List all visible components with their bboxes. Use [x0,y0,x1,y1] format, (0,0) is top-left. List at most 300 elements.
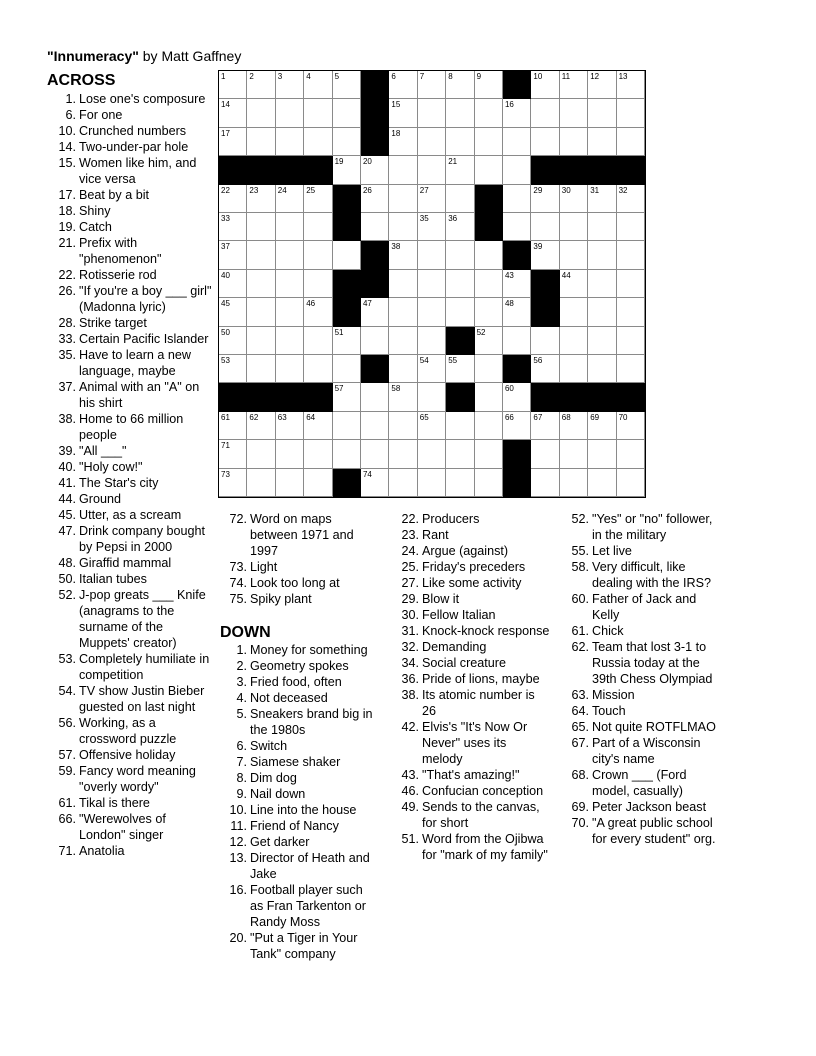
grid-cell[interactable] [560,71,588,99]
grid-cell[interactable] [304,469,332,497]
grid-cell[interactable] [617,355,645,383]
clue-text: Italian tubes [79,572,147,586]
clue-column-1 [47,91,212,859]
grid-cell[interactable] [560,355,588,383]
grid-cell[interactable] [361,327,389,355]
clue [390,719,550,767]
clue [47,811,212,843]
grid-cell[interactable] [617,298,645,326]
cell-number: 34 [334,213,344,223]
grid-cell[interactable] [247,298,275,326]
grid-cell[interactable] [219,469,247,497]
grid-cell[interactable] [503,298,531,326]
grid-cell[interactable] [588,270,616,298]
grid-cell[interactable] [361,156,389,184]
grid-cell[interactable] [219,185,247,213]
clue-text: Catch [79,220,112,234]
clue-text: Friend of Nancy [250,819,339,833]
cell-number: 73 [221,469,230,479]
grid-block [503,440,531,468]
clue-number: 61. [58,796,76,810]
clue [218,770,378,786]
grid-cell[interactable] [389,355,417,383]
clue-text: Knock-knock response [422,624,550,638]
grid-cell[interactable] [617,213,645,241]
clue-text: Rotisserie rod [79,268,157,282]
grid-cell[interactable] [475,270,503,298]
grid-cell[interactable] [304,355,332,383]
grid-cell[interactable] [531,327,559,355]
cell-number: 29 [533,185,543,195]
clue-text: Friday's preceders [422,560,526,574]
grid-cell[interactable] [418,298,446,326]
grid-cell[interactable] [418,383,446,411]
grid-cell[interactable] [503,412,531,440]
grid-cell[interactable] [560,270,588,298]
clue [47,507,212,523]
grid-cell[interactable] [475,71,503,99]
grid-cell[interactable] [475,241,503,269]
grid-cell[interactable] [333,327,361,355]
clue-text: Chick [592,624,624,638]
grid-cell[interactable] [333,156,361,184]
grid-cell[interactable] [560,412,588,440]
grid-cell[interactable] [588,128,616,156]
clue-text: Rant [422,528,449,542]
grid-cell[interactable] [333,412,361,440]
clue [390,767,550,783]
clue-number: 62. [571,640,589,654]
grid-cell[interactable] [389,99,417,127]
grid-cell[interactable] [446,298,474,326]
clue-number: 28. [58,316,76,330]
grid-cell[interactable] [219,270,247,298]
grid-cell[interactable] [617,469,645,497]
grid-cell[interactable] [389,185,417,213]
grid-cell[interactable] [446,71,474,99]
grid-cell[interactable] [418,156,446,184]
clue [47,715,212,747]
grid-cell[interactable] [418,185,446,213]
clue-text: Two-under-par hole [79,140,189,154]
grid-block [560,156,588,184]
grid-cell[interactable] [617,327,645,355]
clue-text: Nail down [250,787,306,801]
clue-text: Women like him, and vice versa [79,156,197,186]
grid-cell[interactable] [276,412,304,440]
grid-cell[interactable] [276,298,304,326]
clue [218,642,378,658]
grid-cell[interactable] [247,270,275,298]
grid-cell[interactable] [560,128,588,156]
grid-cell[interactable] [247,213,275,241]
grid-block [361,71,389,99]
grid-block [475,213,503,241]
grid-cell[interactable] [276,128,304,156]
grid-cell[interactable] [247,469,275,497]
grid-cell[interactable] [475,156,503,184]
grid-cell[interactable] [588,412,616,440]
grid-cell[interactable] [503,213,531,241]
clue-text: Its atomic number is 26 [422,688,535,718]
cell-number: 48 [504,299,514,309]
grid-cell[interactable] [304,128,332,156]
clue-column-4 [560,511,725,847]
grid-cell[interactable] [588,99,616,127]
clue-number: 7. [236,755,247,769]
grid-cell[interactable] [446,355,474,383]
grid-cell[interactable] [304,241,332,269]
grid-cell[interactable] [418,71,446,99]
grid-cell[interactable] [475,298,503,326]
cell-number: 49 [533,299,543,309]
grid-cell[interactable] [389,327,417,355]
grid-cell[interactable] [361,440,389,468]
grid-cell[interactable] [503,128,531,156]
grid-cell[interactable] [276,469,304,497]
grid-cell[interactable] [219,128,247,156]
clue [218,786,378,802]
grid-cell[interactable] [503,156,531,184]
grid-cell[interactable] [503,99,531,127]
clue-text: Like some activity [422,576,522,590]
grid-cell[interactable] [304,185,332,213]
grid-cell[interactable] [276,213,304,241]
grid-cell[interactable] [389,440,417,468]
grid-cell[interactable] [418,440,446,468]
grid-cell[interactable] [389,469,417,497]
grid-cell[interactable] [219,355,247,383]
grid-cell[interactable] [389,156,417,184]
grid-cell[interactable] [588,241,616,269]
grid-cell[interactable] [475,99,503,127]
grid-block [531,298,559,326]
grid-cell[interactable] [588,355,616,383]
grid-cell[interactable] [276,71,304,99]
grid-cell[interactable] [560,440,588,468]
clue-text: The Star's city [79,476,159,490]
grid-cell[interactable] [304,327,332,355]
down-header: DOWN [220,624,271,641]
grid-cell[interactable] [503,327,531,355]
grid-cell[interactable] [475,327,503,355]
clue-text: J-pop greats ___ Knife (anagrams to the surname of the Muppets' creator) [79,588,206,650]
grid-block [304,383,332,411]
grid-cell[interactable] [617,71,645,99]
clue-text: Demanding [422,640,487,654]
grid-cell[interactable] [304,412,332,440]
clue-number: 45. [58,508,76,522]
grid-cell[interactable] [361,298,389,326]
grid-cell[interactable] [276,270,304,298]
grid-cell[interactable] [389,241,417,269]
grid-cell[interactable] [588,213,616,241]
puzzle-title [47,48,241,64]
clue-number: 41. [58,476,76,490]
cell-number: 55 [448,355,458,365]
clue-number: 69. [571,800,589,814]
grid-cell[interactable] [560,213,588,241]
grid-cell[interactable] [475,440,503,468]
grid-block [333,270,361,298]
clue-number: 40. [58,460,76,474]
grid-cell[interactable] [333,355,361,383]
clue-number: 34. [401,656,419,670]
cell-number: 51 [334,327,344,337]
grid-cell[interactable] [588,71,616,99]
cell-number: 33 [221,213,230,223]
clue-text: Beat by a bit [79,188,150,202]
grid-cell[interactable] [531,71,559,99]
grid-cell[interactable] [588,185,616,213]
grid-block [361,355,389,383]
grid-cell[interactable] [531,355,559,383]
grid-cell[interactable] [446,469,474,497]
grid-cell[interactable] [531,412,559,440]
grid-cell[interactable] [247,185,275,213]
clue-text: Money for something [250,643,368,657]
grid-cell[interactable] [389,71,417,99]
grid-cell[interactable] [361,383,389,411]
grid-cell[interactable] [418,469,446,497]
grid-cell[interactable] [276,440,304,468]
grid-cell[interactable] [333,71,361,99]
clue-text: "A great public school for every student" org. [592,816,716,846]
cell-number: 8 [448,72,453,81]
grid-cell[interactable] [588,327,616,355]
grid-cell[interactable] [531,128,559,156]
grid-cell[interactable] [503,383,531,411]
grid-cell[interactable] [560,469,588,497]
grid-cell[interactable] [276,327,304,355]
grid-cell[interactable] [475,412,503,440]
grid-cell[interactable] [389,213,417,241]
grid-cell[interactable] [276,99,304,127]
clue [390,671,550,687]
clue [218,882,378,930]
cell-number: 59 [448,384,458,394]
cell-number: 53 [221,355,230,365]
clue [47,331,212,347]
grid-cell[interactable] [276,241,304,269]
grid-cell[interactable] [389,383,417,411]
grid-cell[interactable] [389,298,417,326]
grid-cell[interactable] [475,355,503,383]
grid-cell[interactable] [560,241,588,269]
grid-cell[interactable] [617,270,645,298]
grid-cell[interactable] [418,327,446,355]
clue-text: Sneakers brand big in the 1980s [250,707,373,737]
cell-number: 43 [504,270,514,280]
grid-cell[interactable] [588,440,616,468]
clue [218,690,378,706]
clue-number: 71. [58,844,76,858]
grid-cell[interactable] [446,213,474,241]
grid-cell[interactable] [531,241,559,269]
grid-cell[interactable] [276,185,304,213]
grid-cell[interactable] [588,469,616,497]
grid-block [276,383,304,411]
grid-cell[interactable] [219,241,247,269]
clue-text: Siamese shaker [250,755,341,769]
clue-number: 15. [58,156,76,170]
grid-cell[interactable] [446,241,474,269]
clue-number: 6. [236,739,247,753]
grid-cell[interactable] [333,99,361,127]
grid-cell[interactable] [389,270,417,298]
grid-cell[interactable] [247,327,275,355]
grid-cell[interactable] [333,128,361,156]
grid-cell[interactable] [446,128,474,156]
grid-cell[interactable] [418,270,446,298]
grid-block [531,270,559,298]
grid-cell[interactable] [247,355,275,383]
clue-text: Mission [592,688,635,702]
grid-cell[interactable] [247,412,275,440]
cell-number: 27 [419,185,429,195]
grid-block [333,185,361,213]
clue [218,658,378,674]
grid-cell[interactable] [389,412,417,440]
clue-number: 75. [229,592,247,606]
clue [218,834,378,850]
grid-cell[interactable] [276,355,304,383]
grid-cell[interactable] [446,270,474,298]
clue-text: Father of Jack and Kelly [592,592,697,622]
grid-cell[interactable] [418,99,446,127]
grid-cell[interactable] [531,99,559,127]
grid-cell[interactable] [531,185,559,213]
clue-text: Blow it [422,592,460,606]
grid-cell[interactable] [247,71,275,99]
grid-cell[interactable] [617,440,645,468]
grid-cell[interactable] [219,99,247,127]
grid-cell[interactable] [560,99,588,127]
cell-number: 68 [561,412,571,422]
clue [47,315,212,331]
grid-cell[interactable] [219,327,247,355]
grid-cell[interactable] [531,469,559,497]
cell-number: 64 [306,412,316,422]
grid-cell[interactable] [617,99,645,127]
grid-cell[interactable] [560,185,588,213]
clue [560,719,725,735]
grid-cell[interactable] [418,412,446,440]
grid-cell[interactable] [219,440,247,468]
cell-number: 56 [533,355,543,365]
grid-cell[interactable] [475,383,503,411]
grid-cell[interactable] [418,355,446,383]
clue-text: Very difficult, like dealing with the IRS? [592,560,712,590]
clue [218,706,378,738]
grid-cell[interactable] [560,298,588,326]
grid-cell[interactable] [219,213,247,241]
grid-cell[interactable] [475,469,503,497]
grid-cell[interactable] [446,156,474,184]
clue-number: 39. [58,444,76,458]
grid-cell[interactable] [418,128,446,156]
clue [47,651,212,683]
clue-number: 72. [229,512,247,526]
grid-cell[interactable] [247,440,275,468]
grid-cell[interactable] [219,71,247,99]
grid-cell[interactable] [446,99,474,127]
grid-cell[interactable] [304,270,332,298]
cell-number: 57 [334,384,344,394]
clue-text: Word from the Ojibwa for "mark of my family" [422,832,548,862]
clue [560,703,725,719]
clue [390,623,550,639]
grid-cell[interactable] [617,128,645,156]
cell-number: 74 [362,469,372,479]
grid-cell[interactable] [418,213,446,241]
grid-cell[interactable] [247,128,275,156]
clue-text: Confucian conception [422,784,544,798]
grid-cell[interactable] [304,71,332,99]
grid-cell[interactable] [475,128,503,156]
clue-number: 1. [65,92,76,106]
clue [47,459,212,475]
grid-cell[interactable] [361,412,389,440]
clue-number: 19. [58,220,76,234]
grid-cell[interactable] [361,213,389,241]
clue [218,818,378,834]
grid-cell[interactable] [304,440,332,468]
grid-cell[interactable] [617,412,645,440]
clue-number: 60. [571,592,589,606]
grid-cell[interactable] [503,185,531,213]
clue-number: 3. [236,675,247,689]
grid-cell[interactable] [531,213,559,241]
grid-cell[interactable] [333,241,361,269]
grid-cell[interactable] [333,440,361,468]
grid-cell[interactable] [304,213,332,241]
grid-cell[interactable] [503,270,531,298]
grid-cell[interactable] [304,99,332,127]
grid-cell[interactable] [418,241,446,269]
grid-cell[interactable] [361,185,389,213]
clue-number: 42. [401,720,419,734]
grid-cell[interactable] [219,412,247,440]
grid-cell[interactable] [588,298,616,326]
grid-cell[interactable] [560,327,588,355]
grid-cell[interactable] [617,185,645,213]
clue [390,655,550,671]
grid-cell[interactable] [247,241,275,269]
clue-number: 36. [401,672,419,686]
grid-cell[interactable] [446,412,474,440]
grid-cell[interactable] [247,99,275,127]
grid-cell[interactable] [446,440,474,468]
grid-cell[interactable] [617,241,645,269]
grid-cell[interactable] [333,383,361,411]
grid-block [333,469,361,497]
clue [390,511,550,527]
grid-cell[interactable] [361,469,389,497]
grid-cell[interactable] [304,298,332,326]
clue-text: Crown ___ (Ford model, casually) [592,768,687,798]
cell-number: 63 [277,412,287,422]
grid-cell[interactable] [446,185,474,213]
grid-cell[interactable] [219,298,247,326]
grid-cell[interactable] [531,440,559,468]
clue-text: Working, as a crossword puzzle [79,716,177,746]
clue [47,571,212,587]
clue [47,347,212,379]
clue-text: Not deceased [250,691,328,705]
cell-number: 45 [221,299,230,309]
grid-cell[interactable] [389,128,417,156]
